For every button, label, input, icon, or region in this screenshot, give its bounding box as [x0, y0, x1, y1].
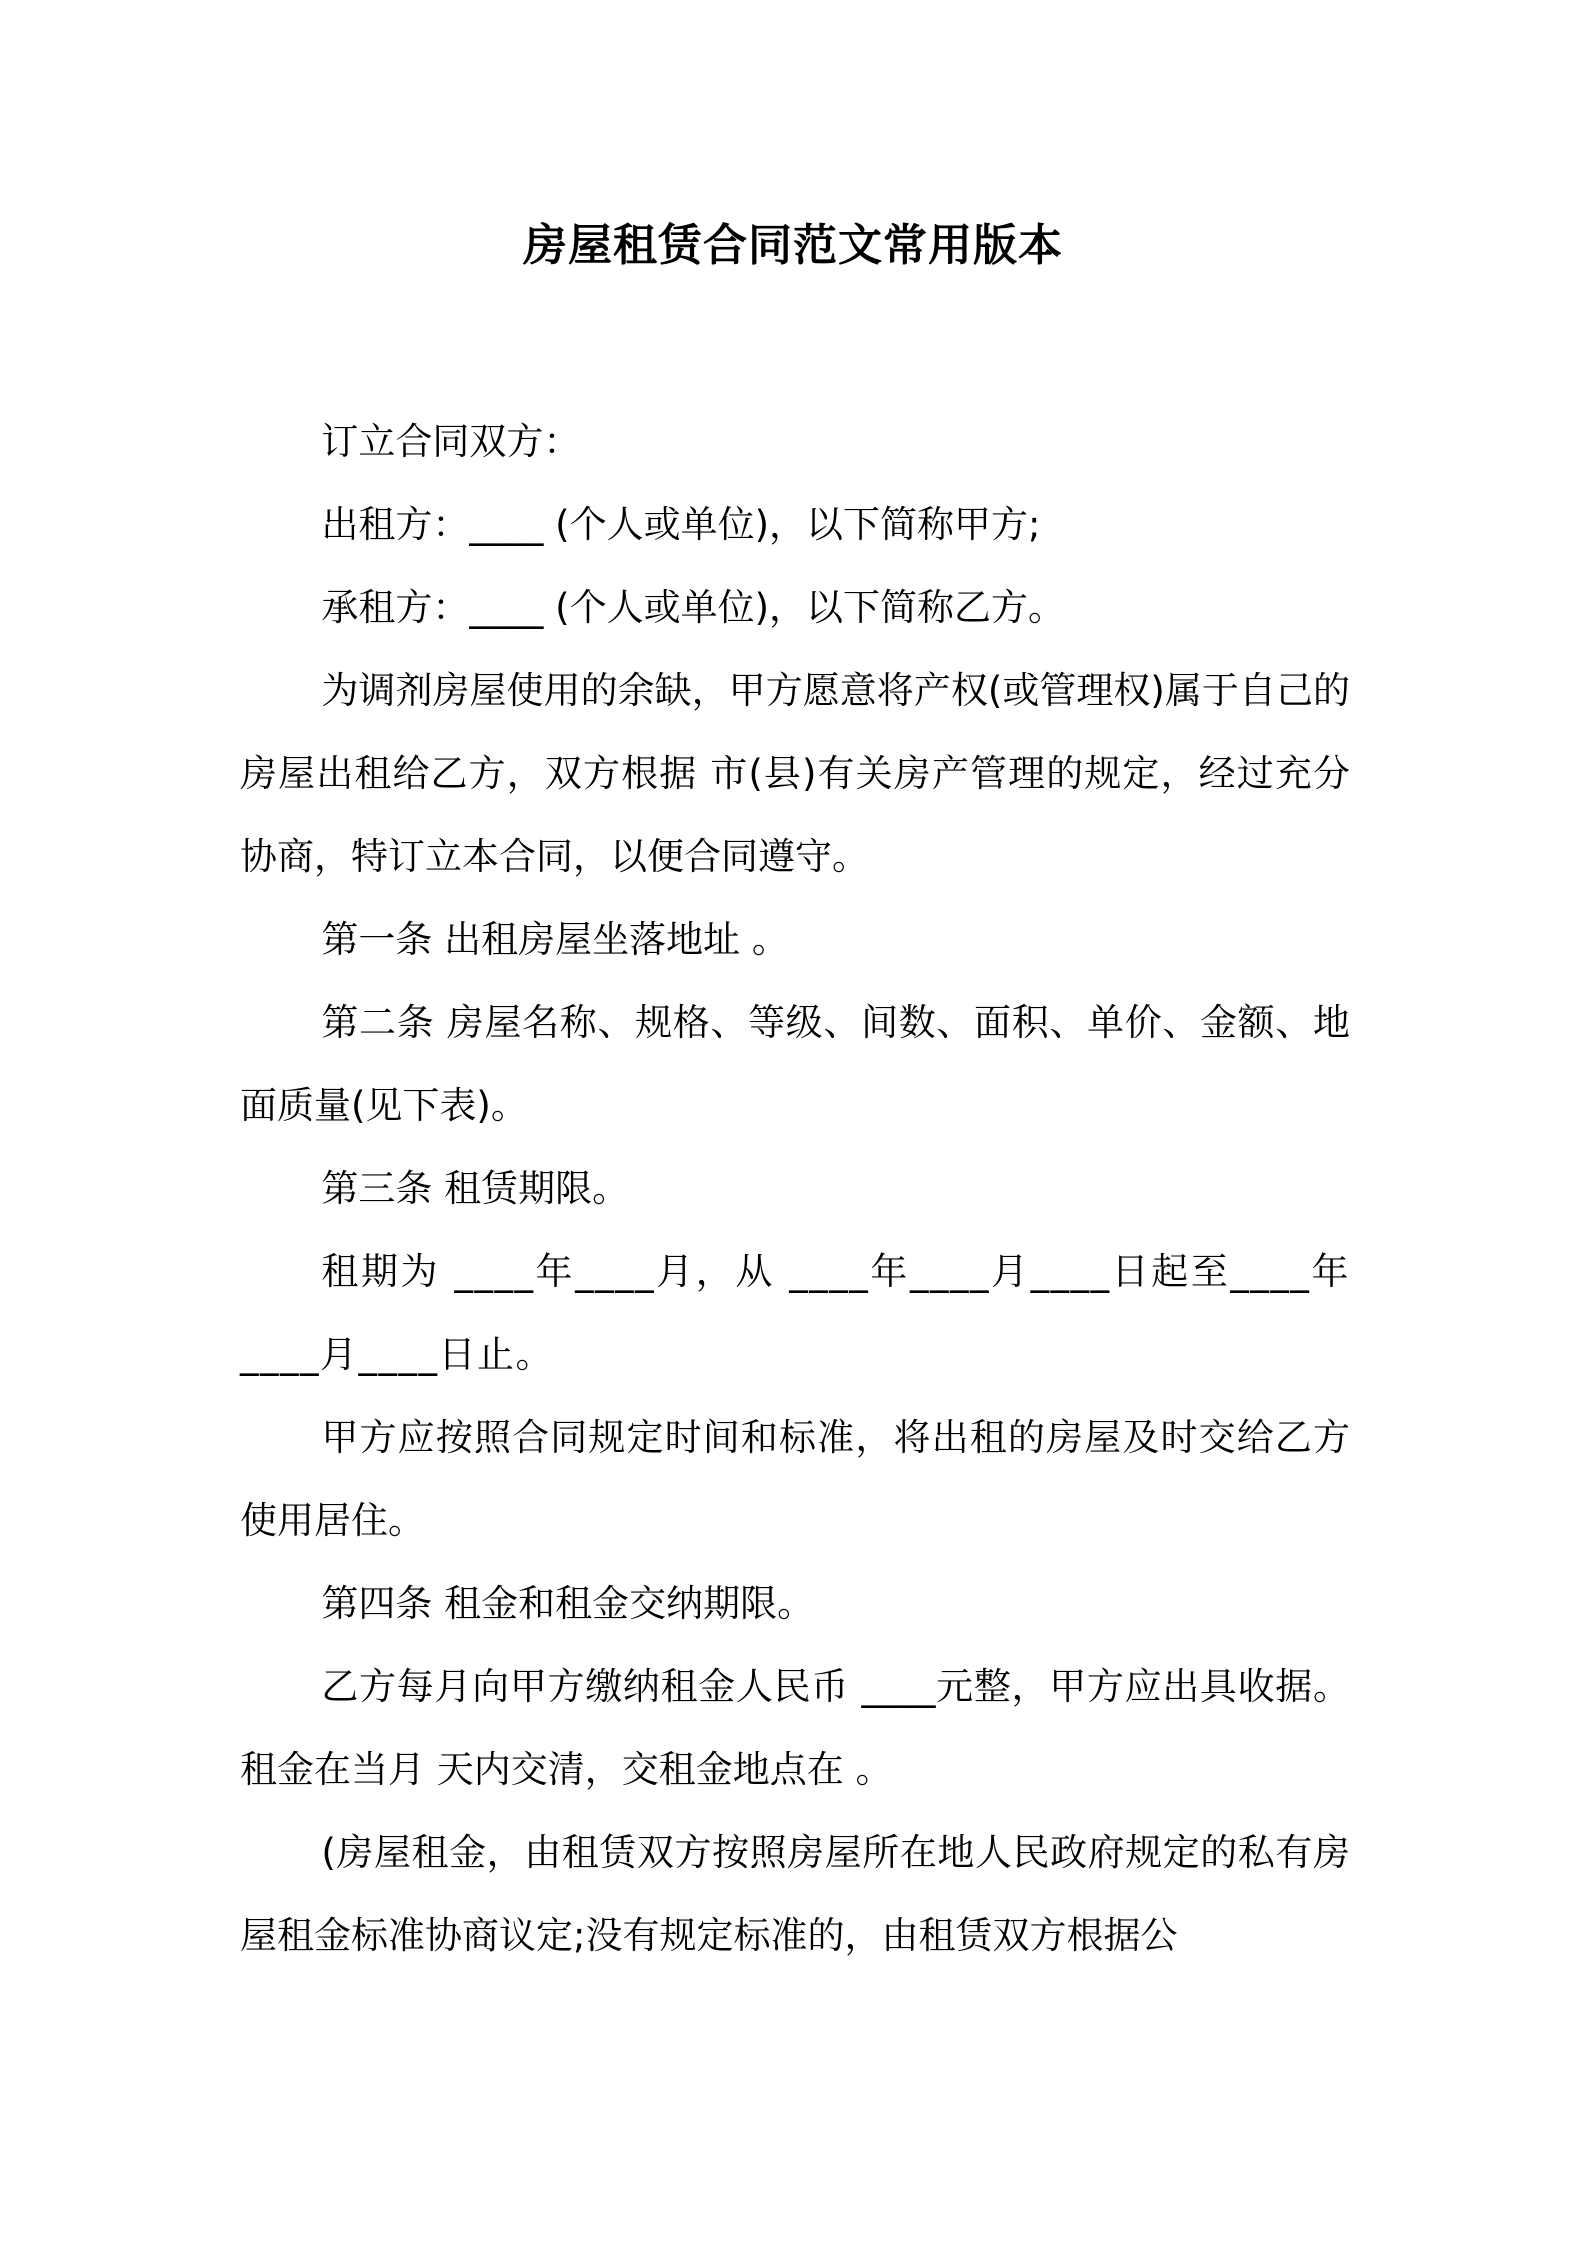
paragraph-lease-term: 租期为 ____年____月，从 ____年____月____日起至____年____月____日止。	[240, 1250, 1350, 1376]
paragraph-article-2: 第二条 房屋名称、规格、等级、间数、面积、单价、金额、地面质量(见下表)。	[240, 1001, 1350, 1127]
paragraph-parties-heading: 订立合同双方：	[321, 420, 581, 463]
paragraph-delivery: 甲方应按照合同规定时间和标准，将出租的房屋及时交给乙方使用居住。	[240, 1416, 1350, 1542]
paragraph-lessee: 承租方：____ (个人或单位)，以下简称乙方。	[321, 586, 1066, 629]
paragraph-lessor: 出租方：____ (个人或单位)，以下简称甲方;	[321, 503, 1041, 546]
paragraph-article-4: 第四条 租金和租金交纳期限。	[321, 1582, 815, 1625]
paragraph-article-3: 第三条 租赁期限。	[321, 1167, 630, 1210]
paragraph-rent-standard: (房屋租金，由租赁双方按照房屋所在地人民政府规定的私有房屋租金标准协商议定;没有规定标准的，由租赁双方根据公	[240, 1831, 1350, 1957]
paragraph-rent-payment: 乙方每月向甲方缴纳租金人民币 ____元整，甲方应出具收据。租金在当月 天内交清，交租金地点在 。	[240, 1665, 1350, 1791]
paragraph-article-1: 第一条 出租房屋坐落地址 。	[321, 918, 789, 961]
document-body	[240, 400, 1350, 1977]
paragraph-preamble: 为调剂房屋使用的余缺，甲方愿意将产权(或管理权)属于自己的房屋出租给乙方，双方根据 市(县)有关房产管理的规定，经过充分协商，特订立本合同，以便合同遵守。	[240, 669, 1350, 878]
document-title: 房屋租赁合同范文常用版本	[523, 220, 1063, 271]
